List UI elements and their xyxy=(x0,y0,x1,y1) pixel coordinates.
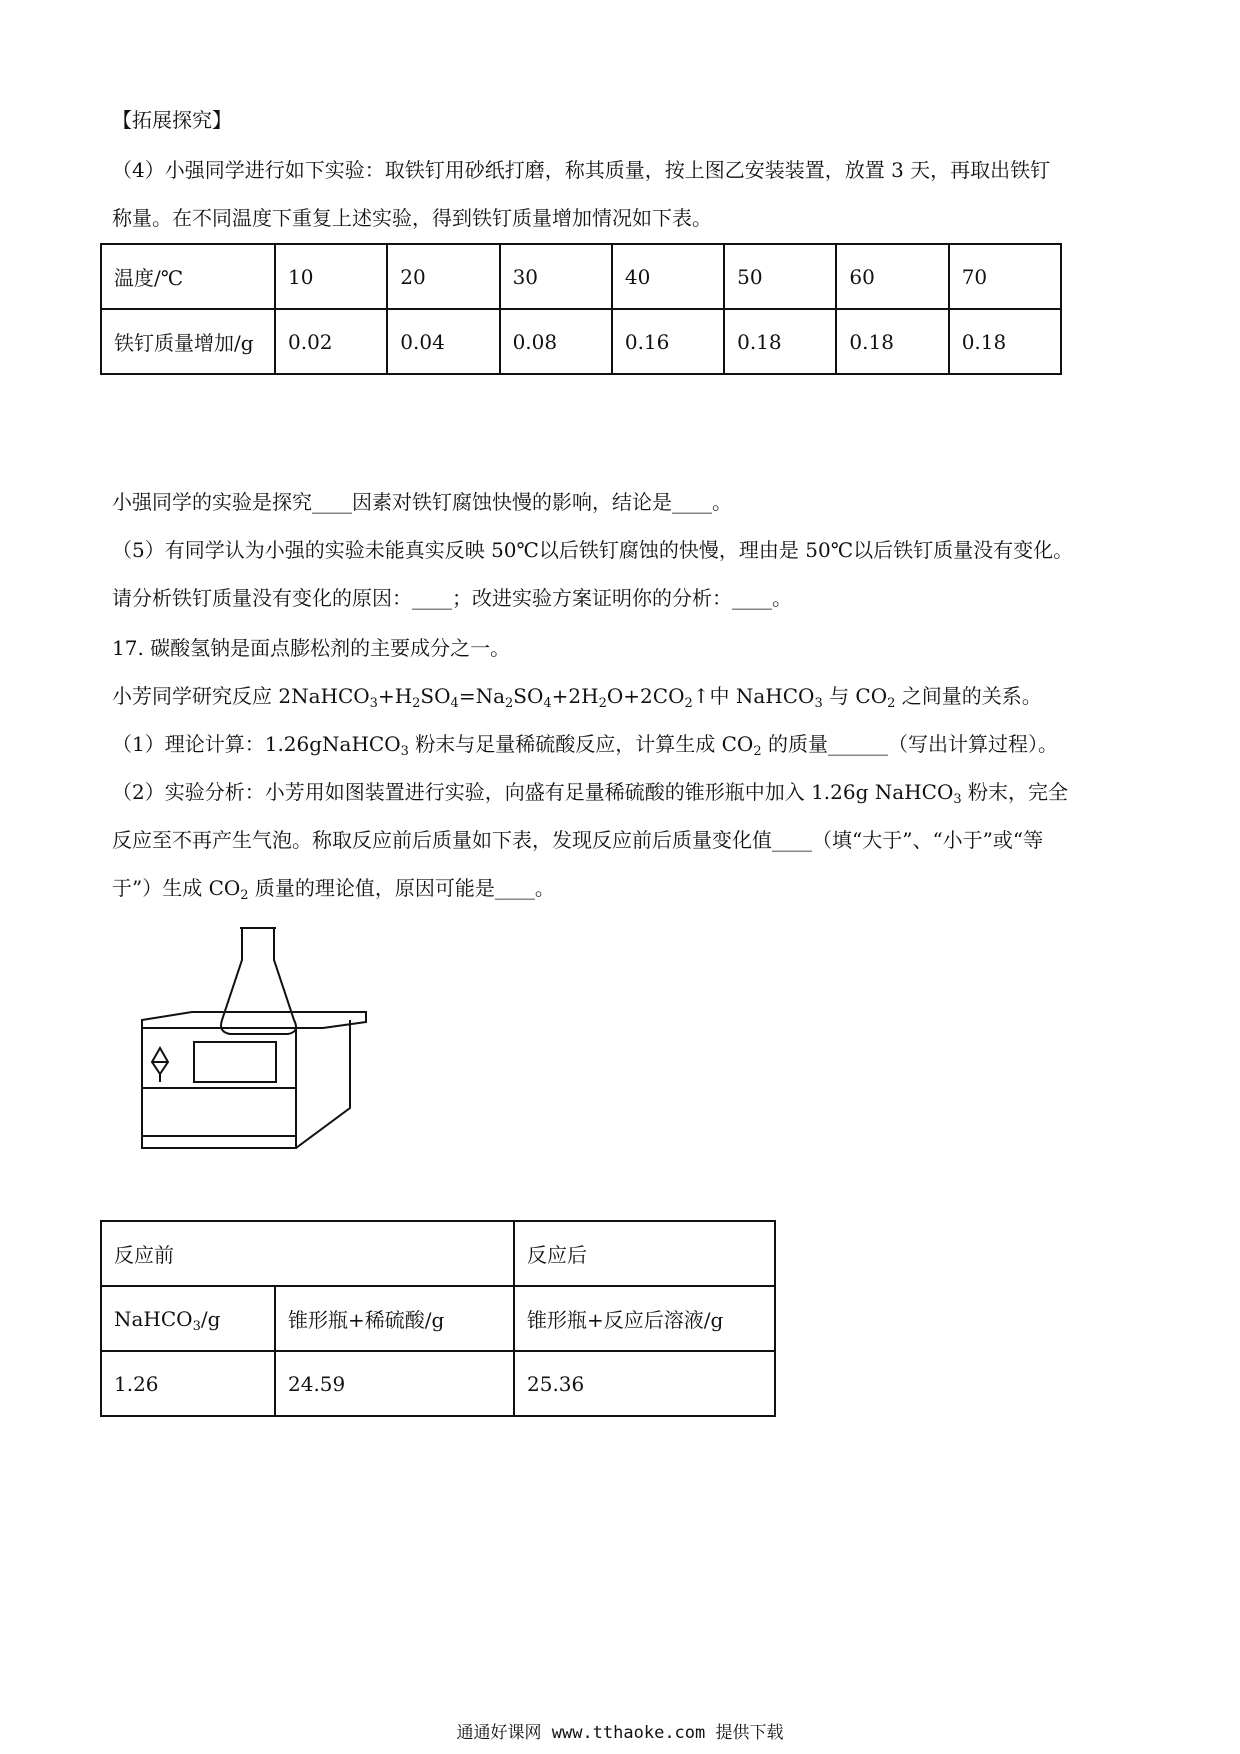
table-row xyxy=(101,1351,775,1416)
table-cell: 1.26 xyxy=(101,1351,275,1416)
table-cell: 30 xyxy=(500,244,612,309)
col-flask-solution: 锥形瓶+反应后溶液/g xyxy=(514,1286,775,1351)
temperature-row xyxy=(101,244,1061,309)
q4-text-line1: （4）小强同学进行如下实验：取铁钉用砂纸打磨，称其质量，按上图乙安装装置，放置 3 天，再取出铁钉 xyxy=(112,158,1051,182)
page-footer: 通通好课网 www.tthaoke.com 提供下载 xyxy=(456,1723,784,1743)
q4-text-line2: 称量。在不同温度下重复上述实验，得到铁钉质量增加情况如下表。 xyxy=(112,206,712,230)
header-after-reaction: 反应后 xyxy=(514,1221,775,1286)
q4-conclusion: 小强同学的实验是探究____因素对铁钉腐蚀快慢的影响，结论是____。 xyxy=(112,490,732,514)
table-cell: 20 xyxy=(387,244,499,309)
flask-icon xyxy=(221,928,296,1034)
table-cell: 40 xyxy=(612,244,724,309)
table-cell: 0.18 xyxy=(836,309,948,374)
table-cell: 25.36 xyxy=(514,1351,775,1416)
header-before-reaction: 反应前 xyxy=(101,1221,514,1286)
q17-part2-line3: 于”）生成 $CO_2$ 质量的理论值，原因可能是____。 xyxy=(112,876,555,903)
table-header-temp: 温度/℃ xyxy=(101,244,275,309)
table-cell: 0.02 xyxy=(275,309,387,374)
q5-text-line2: 请分析铁钉质量没有变化的原因：____；改进实验方案证明你的分析：____。 xyxy=(112,586,792,610)
table-cell: 70 xyxy=(949,244,1061,309)
table-row xyxy=(101,1221,775,1286)
q17-part2-line2: 反应至不再产生气泡。称取反应前后质量如下表，发现反应前后质量变化值____（填“大于”、“小于”或“等 xyxy=(112,828,1044,852)
balance-flask-figure xyxy=(130,920,380,1170)
q17-part2-line1: （2）实验分析：小芳用如图装置进行实验，向盛有足量稀硫酸的锥形瓶中加入 1.26g NaHCO$_3$ 粉末，完全 xyxy=(112,780,1068,807)
table-cell: 0.16 xyxy=(612,309,724,374)
table-cell: 60 xyxy=(836,244,948,309)
table-cell: 50 xyxy=(724,244,836,309)
scale-icon xyxy=(142,1012,366,1148)
table-cell: 10 xyxy=(275,244,387,309)
q5-text-line1: （5）有同学认为小强的实验未能真实反映 50℃以后铁钉腐蚀的快慢，理由是 50℃以后铁钉质量没有变化。 xyxy=(112,538,1074,562)
table-header-mass: 铁钉质量增加/g xyxy=(101,309,275,374)
col-nahco3: NaHCO$_3$/g xyxy=(101,1286,275,1351)
section-header: 【拓展探究】 xyxy=(112,108,232,132)
q17-part1: （1）理论计算：1.26gNaHCO$_3$ 粉末与足量稀硫酸反应，计算生成 $CO_2$ 的质量______（写出计算过程）。 xyxy=(112,732,1058,759)
table-cell: 0.04 xyxy=(387,309,499,374)
iron-nail-table xyxy=(100,243,1062,375)
table-cell: 0.18 xyxy=(949,309,1061,374)
q17-title: 17. 碳酸氢钠是面点膨松剂的主要成分之一。 xyxy=(112,636,511,660)
q17-reaction-intro: 小芳同学研究反应 $2NaHCO_3+H_2SO_4=Na_2SO_4+2H_2O+2CO_2↑$中 NaHCO$_3$ 与 $CO_2$ 之间量的关系。 xyxy=(112,684,1042,711)
table-cell: 24.59 xyxy=(275,1351,514,1416)
reaction-mass-table xyxy=(100,1220,776,1417)
table-cell: 0.08 xyxy=(500,309,612,374)
table-cell: 0.18 xyxy=(724,309,836,374)
mass-increase-row xyxy=(101,309,1061,374)
table-row xyxy=(101,1286,775,1351)
col-flask-acid: 锥形瓶+稀硫酸/g xyxy=(275,1286,514,1351)
